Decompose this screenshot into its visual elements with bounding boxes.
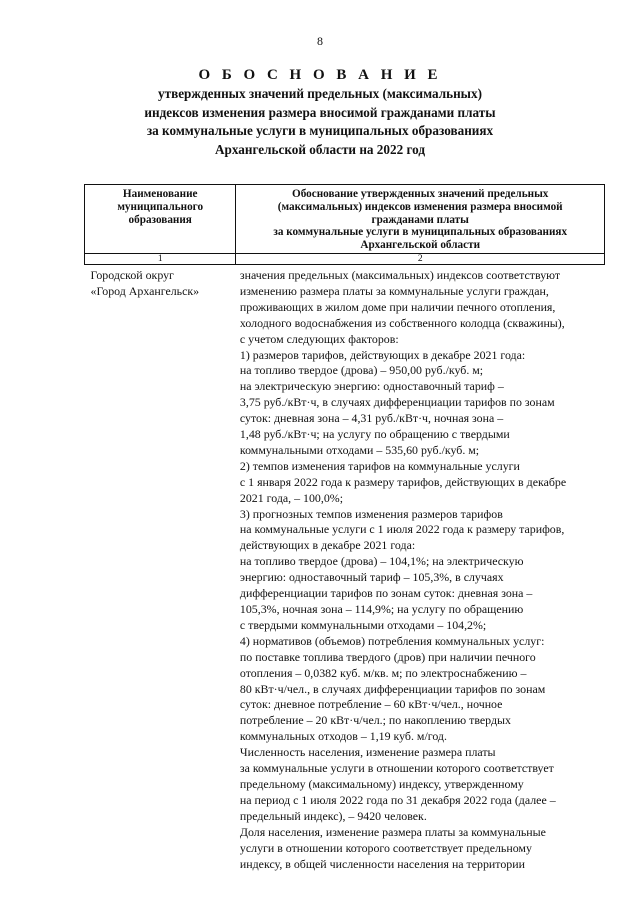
title-line: утвержденных значений предельных (максимальных) [158,86,482,101]
justification-text-line: предельный индекс), – 9420 человек. [239,808,427,823]
justification-text-line: с учетом следующих факторов: [239,331,399,346]
municipality-line: Городской округ [90,267,174,282]
justification-text-line: коммунальными отходами – 535,60 руб./куб. м; [239,442,480,457]
justification-text-line: 3) прогнозных темпов изменения размеров тарифов [239,506,503,521]
column-number: 2 [236,253,605,264]
header-justification [236,185,605,254]
justification-text-line: на топливо твердое (дрова) – 104,1%; на электрическую [239,554,524,569]
justification-cell [236,264,605,872]
justification-text-line: 4) нормативов (объемов) потребления коммунальных услуг: [239,633,545,648]
header-line: гражданами платы [371,213,469,226]
header-line: Наименование [122,188,198,200]
justification-text-line: по поставке топлива твердого (дров) при наличии печного [239,649,536,664]
title-heading: О Б О С Н О В А Н И Е [198,67,442,83]
justification-text-line: потребление – 20 кВт·ч/чел.; по накоплению твердых [239,713,511,728]
justification-text-line: за коммунальные услуги в отношении которого соответствует [239,761,554,776]
justification-text-line: 2021 года, – 100,0%; [239,490,343,505]
municipality-cell [85,264,236,872]
header-line: муниципального [117,200,204,213]
justification-text-line: 1,48 руб./кВт·ч; на услугу по обращению с твердыми [239,427,510,442]
justification-text-line: предельному (максимальному) индексу, утвержденному [239,776,524,791]
header-line: Обоснование утвержденных значений предельных [292,188,549,200]
justification-text-line: дифференциации тарифов по зонам суток: дневная зона – [239,586,533,601]
justification-text-line: 3,75 руб./кВт·ч, в случаях дифференциации тарифов по зонам [239,395,555,410]
header-municipality [85,185,236,254]
column-number: 1 [85,253,236,264]
justification-text-line: Доля населения, изменение размера платы за коммунальные [239,824,546,839]
header-line: Архангельской области [360,239,481,252]
justification-text-line: с 1 января 2022 года к размеру тарифов, действующих в декабре [239,474,567,489]
justification-text-line: значения предельных (максимальных) индексов соответствуют [239,267,561,282]
justification-text-line: энергию: одноставочный тариф – 105,3%, в случаях [239,570,504,585]
title-line: за коммунальные услуги в муниципальных образованиях [146,123,494,139]
justification-text-line: действующих в декабре 2021 года: [239,538,416,553]
header-line: образования [128,213,192,226]
justification-text-line: проживающих в жилом доме при наличии печного отопления, [239,299,556,314]
municipality-line: «Город Архангельск» [90,283,200,298]
justification-text-line: суток: дневное потребление – 60 кВт·ч/чел., ночное [239,697,503,712]
title-line: индексов изменения размера вносимой гражданами платы [144,104,496,120]
justification-text-line: 1) размеров тарифов, действующих в декабре 2021 года: [239,347,526,362]
justification-text-line: 105,3%, ночная зона – 114,9%; на услугу по обращению [239,602,524,617]
justification-text-line: коммунальных отходов – 1,19 куб. м/год. [239,729,447,744]
header-line: (максимальных) индексов изменения размера вносимой [277,200,563,213]
justification-text-line: 80 кВт·ч/чел., в случаях дифференциации тарифов по зонам [239,681,546,696]
justification-text-line: на электрическую энергию: одноставочный тариф – [239,379,504,394]
justification-text-line: услуги в отношении которого соответствует предельному [239,840,532,855]
page-number: 8 [317,34,323,48]
justification-text-line: индексу, в общей численности населения на территории [239,856,525,871]
justification-text-line: с твердыми коммунальными отходами – 104,2%; [239,617,487,632]
justification-text-line: на топливо твердое (дрова) – 950,00 руб./куб. м; [239,363,484,378]
justification-text-line: отопления – 0,0382 куб. м/кв. м; по электроснабжению – [239,665,527,680]
justification-text-line: суток: дневная зона – 4,31 руб./кВт·ч, ночная зона – [239,411,504,426]
justification-text-line: изменению размера платы за коммунальные услуги граждан, [239,283,549,298]
document-title [80,66,560,159]
justification-text-line: на период с 1 июля 2022 года по 31 декабря 2022 года (далее – [239,792,556,807]
table-header-row [85,185,605,254]
justification-text-line: Численность населения, изменение размера платы [239,745,496,760]
column-number-row [85,253,605,264]
justification-text-line: холодного водоснабжения из собственного колодца (скважины), [239,315,565,330]
table-row [85,264,605,872]
justification-text-line: 2) темпов изменения тарифов на коммунальные услуги [239,458,520,473]
title-line: Архангельской области на 2022 год [214,141,426,157]
justification-table [84,184,605,872]
justification-text-line: на коммунальные услуги с 1 июля 2022 года к размеру тарифов, [239,522,565,537]
header-line: за коммунальные услуги в муниципальных образованиях [273,226,568,239]
